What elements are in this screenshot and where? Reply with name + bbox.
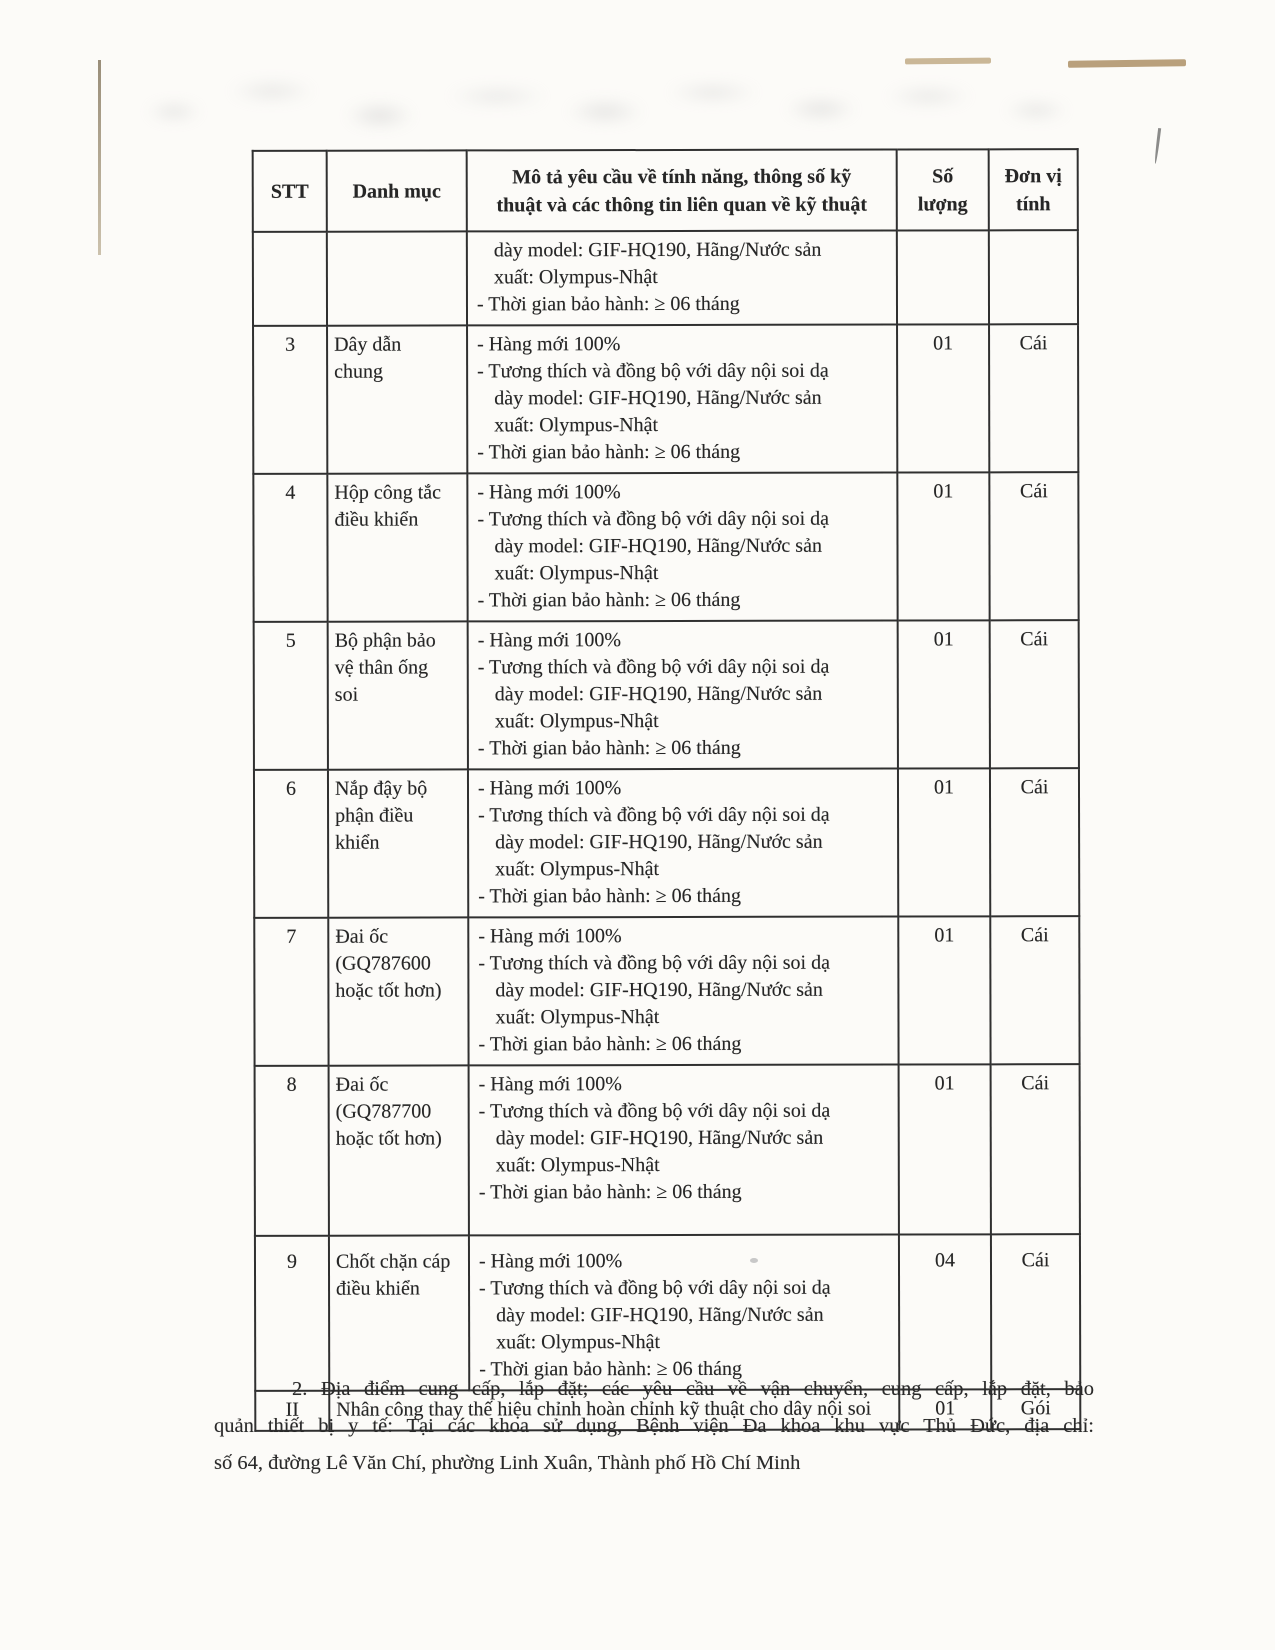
row-description (468, 917, 898, 1066)
scanner-edge-mark (905, 58, 991, 65)
header-stt: STT (253, 151, 327, 232)
description-line: - Hàng mới 100% (477, 629, 622, 652)
table-row (254, 620, 1079, 770)
footer-paragraph (214, 1371, 1094, 1482)
row-stt: 5 (254, 622, 328, 770)
description-line: - Thời gian bảo hành: ≥ 06 tháng (478, 1032, 742, 1056)
description-line: - Thời gian bảo hành: ≥ 06 tháng (477, 588, 741, 612)
row-unit: Cái (990, 620, 1079, 768)
row-stt: 8 (255, 1066, 329, 1236)
row-merged-text: Nhân công thay thế hiệu chỉnh hoàn chỉnh kỹ thuật cho dây nội soi (329, 1390, 899, 1431)
row-unit: Cái (991, 1234, 1080, 1389)
row-quantity: 01 (899, 1064, 991, 1234)
category-line: hoặc tốt hơn) (335, 1127, 442, 1150)
category-line: Nắp đậy bộ (334, 777, 428, 800)
header-category: Danh mục (327, 150, 467, 231)
description-line: - Thời gian bảo hành: ≥ 06 tháng (479, 1357, 743, 1381)
description-line: - Hàng mới 100% (477, 333, 621, 356)
description-line: xuất: Olympus-Nhật (494, 414, 659, 437)
footer-paragraph-line: quản thiết bị y tế: Tại các khoa sử dụng, Bệnh viện Đa khoa khu vực Thủ Đức, địa chỉ: (214, 1415, 1094, 1437)
row-description (469, 1065, 899, 1236)
row-description (468, 769, 898, 918)
row-stt: 7 (254, 918, 328, 1066)
footer-paragraph-line: 2. Địa điểm cung cấp, lắp đặt; các yêu cầu về vận chuyển, cung cấp, lắp đặt, bảo (292, 1378, 1094, 1400)
scanner-edge-line (98, 60, 101, 255)
table-row (253, 230, 1078, 326)
description-line: - Thời gian bảo hành: ≥ 06 tháng (478, 884, 742, 908)
description-line: - Hàng mới 100% (478, 1250, 623, 1273)
description-line: - Hàng mới 100% (478, 1073, 622, 1096)
header-row (253, 149, 1078, 232)
description-line: - Thời gian bảo hành: ≥ 06 tháng (477, 736, 741, 760)
row-stt: 6 (254, 770, 328, 918)
description-line: - Tương thích và đồng bộ với dây nội soi dạ (478, 803, 830, 827)
spec-table (252, 148, 1082, 1432)
header-quantity: Số lượng (897, 149, 989, 230)
row-unit: Cái (991, 1064, 1080, 1234)
row-category (329, 1235, 469, 1390)
category-line: (GQ787700 (335, 1100, 432, 1123)
row-quantity: 01 (898, 768, 990, 916)
row-stt: 9 (255, 1236, 329, 1391)
stray-pen-mark (1154, 128, 1161, 164)
description-line: xuất: Olympus-Nhật (493, 266, 658, 289)
table-row (255, 1234, 1080, 1391)
row-description (467, 325, 897, 474)
row-category (328, 917, 468, 1065)
description-line: dày model: GIF-HQ190, Hãng/Nước sản (494, 682, 823, 706)
description-line: xuất: Olympus-Nhật (495, 858, 660, 881)
description-line: - Tương thích và đồng bộ với dây nội soi dạ (479, 1276, 831, 1300)
category-line: điều khiển (336, 1277, 420, 1300)
row-quantity: 01 (897, 472, 989, 620)
row-stt: II (255, 1391, 329, 1431)
row-stt (253, 232, 327, 326)
row-description (469, 1235, 899, 1391)
row-unit: Cái (989, 324, 1078, 472)
category-line: soi (334, 683, 359, 706)
category-line: Chốt chặn cáp (335, 1250, 451, 1273)
description-line: dày model: GIF-HQ190, Hãng/Nước sản (494, 534, 822, 558)
table-row (253, 324, 1078, 474)
scanner-edge-mark (1068, 59, 1186, 68)
description-line: xuất: Olympus-Nhật (496, 1331, 661, 1354)
description-line: xuất: Olympus-Nhật (494, 562, 659, 585)
header-description-line: Mô tả yêu cầu về tính năng, thông số kỹ (512, 165, 852, 188)
spec-table-header (253, 149, 1078, 232)
description-line: xuất: Olympus-Nhật (495, 1006, 660, 1029)
category-line: vệ thân ống (334, 656, 429, 679)
description-line: - Tương thích và đồng bộ với dây nội soi dạ (477, 507, 830, 531)
row-category (327, 231, 467, 325)
row-category (329, 1065, 469, 1235)
row-unit: Cái (990, 916, 1079, 1064)
category-line: Bộ phận bảo (334, 629, 436, 652)
category-line: (GQ787600 (335, 952, 431, 975)
category-line: Đai ốc (335, 925, 389, 948)
description-line: - Hàng mới 100% (478, 925, 622, 948)
row-unit: Cái (989, 472, 1078, 620)
description-line: - Tương thích và đồng bộ với dây nội soi dạ (478, 951, 830, 975)
category-line: Dây dẫn (334, 333, 402, 356)
row-stt: 4 (253, 474, 327, 622)
description-line: dày model: GIF-HQ190, Hãng/Nước sản (493, 238, 822, 262)
description-line: - Tương thích và đồng bộ với dây nội soi dạ (478, 1099, 831, 1123)
table-row (253, 472, 1078, 622)
category-line: điều khiển (334, 508, 419, 531)
row-quantity (897, 230, 989, 324)
row-description (467, 473, 897, 622)
row-description (467, 231, 897, 326)
row-quantity: 01 (897, 324, 989, 472)
description-line: - Thời gian bảo hành: ≥ 06 tháng (476, 292, 740, 316)
row-quantity: 04 (899, 1234, 991, 1389)
row-quantity: 01 (899, 1389, 991, 1429)
description-line: - Thời gian bảo hành: ≥ 06 tháng (478, 1180, 742, 1204)
row-category (328, 769, 468, 917)
description-line: dày model: GIF-HQ190, Hãng/Nước sản (495, 1126, 824, 1150)
description-line: dày model: GIF-HQ190, Hãng/Nước sản (496, 1303, 824, 1327)
description-line: - Thời gian bảo hành: ≥ 06 tháng (477, 440, 741, 464)
row-quantity: 01 (898, 916, 990, 1064)
table-row (255, 1064, 1080, 1236)
row-unit: Gói (991, 1389, 1080, 1429)
description-line: xuất: Olympus-Nhật (495, 1154, 660, 1177)
row-stt: 3 (253, 326, 327, 474)
description-line: - Tương thích và đồng bộ với dây nội soi dạ (477, 359, 829, 383)
description-line: dày model: GIF-HQ190, Hãng/Nước sản (495, 978, 823, 1002)
header-description (467, 150, 897, 232)
footer-paragraph-line: số 64, đường Lê Văn Chí, phường Linh Xuân, Thành phố Hồ Chí Minh (214, 1452, 801, 1474)
category-line: hoặc tốt hơn) (335, 979, 442, 1002)
row-category (327, 325, 467, 473)
category-line: phận điều (335, 804, 414, 827)
description-line: dày model: GIF-HQ190, Hãng/Nước sản (495, 830, 823, 854)
description-line: - Hàng mới 100% (477, 481, 621, 504)
category-line: chung (334, 360, 384, 383)
row-quantity: 01 (898, 620, 990, 768)
spec-table-body (253, 230, 1081, 1431)
header-unit: Đơn vị tính (989, 149, 1078, 230)
description-line: - Hàng mới 100% (477, 777, 622, 800)
scan-bleedthrough-smudge (125, 72, 1105, 136)
description-line: dày model: GIF-HQ190, Hãng/Nước sản (494, 386, 822, 410)
header-description-line: thuật và các thông tin liên quan về kỹ thuật (496, 193, 868, 216)
category-line: khiển (335, 831, 380, 854)
category-line: Đai ốc (335, 1073, 389, 1096)
table-row (254, 768, 1079, 918)
description-line: xuất: Olympus-Nhật (494, 710, 659, 733)
table-row (254, 916, 1079, 1066)
description-line: - Tương thích và đồng bộ với dây nội soi dạ (477, 655, 830, 679)
category-line: Hộp công tắc (334, 481, 442, 504)
row-category (328, 621, 468, 769)
row-unit (989, 230, 1078, 324)
row-unit: Cái (990, 768, 1079, 916)
row-category (327, 473, 467, 621)
row-description (468, 621, 898, 770)
